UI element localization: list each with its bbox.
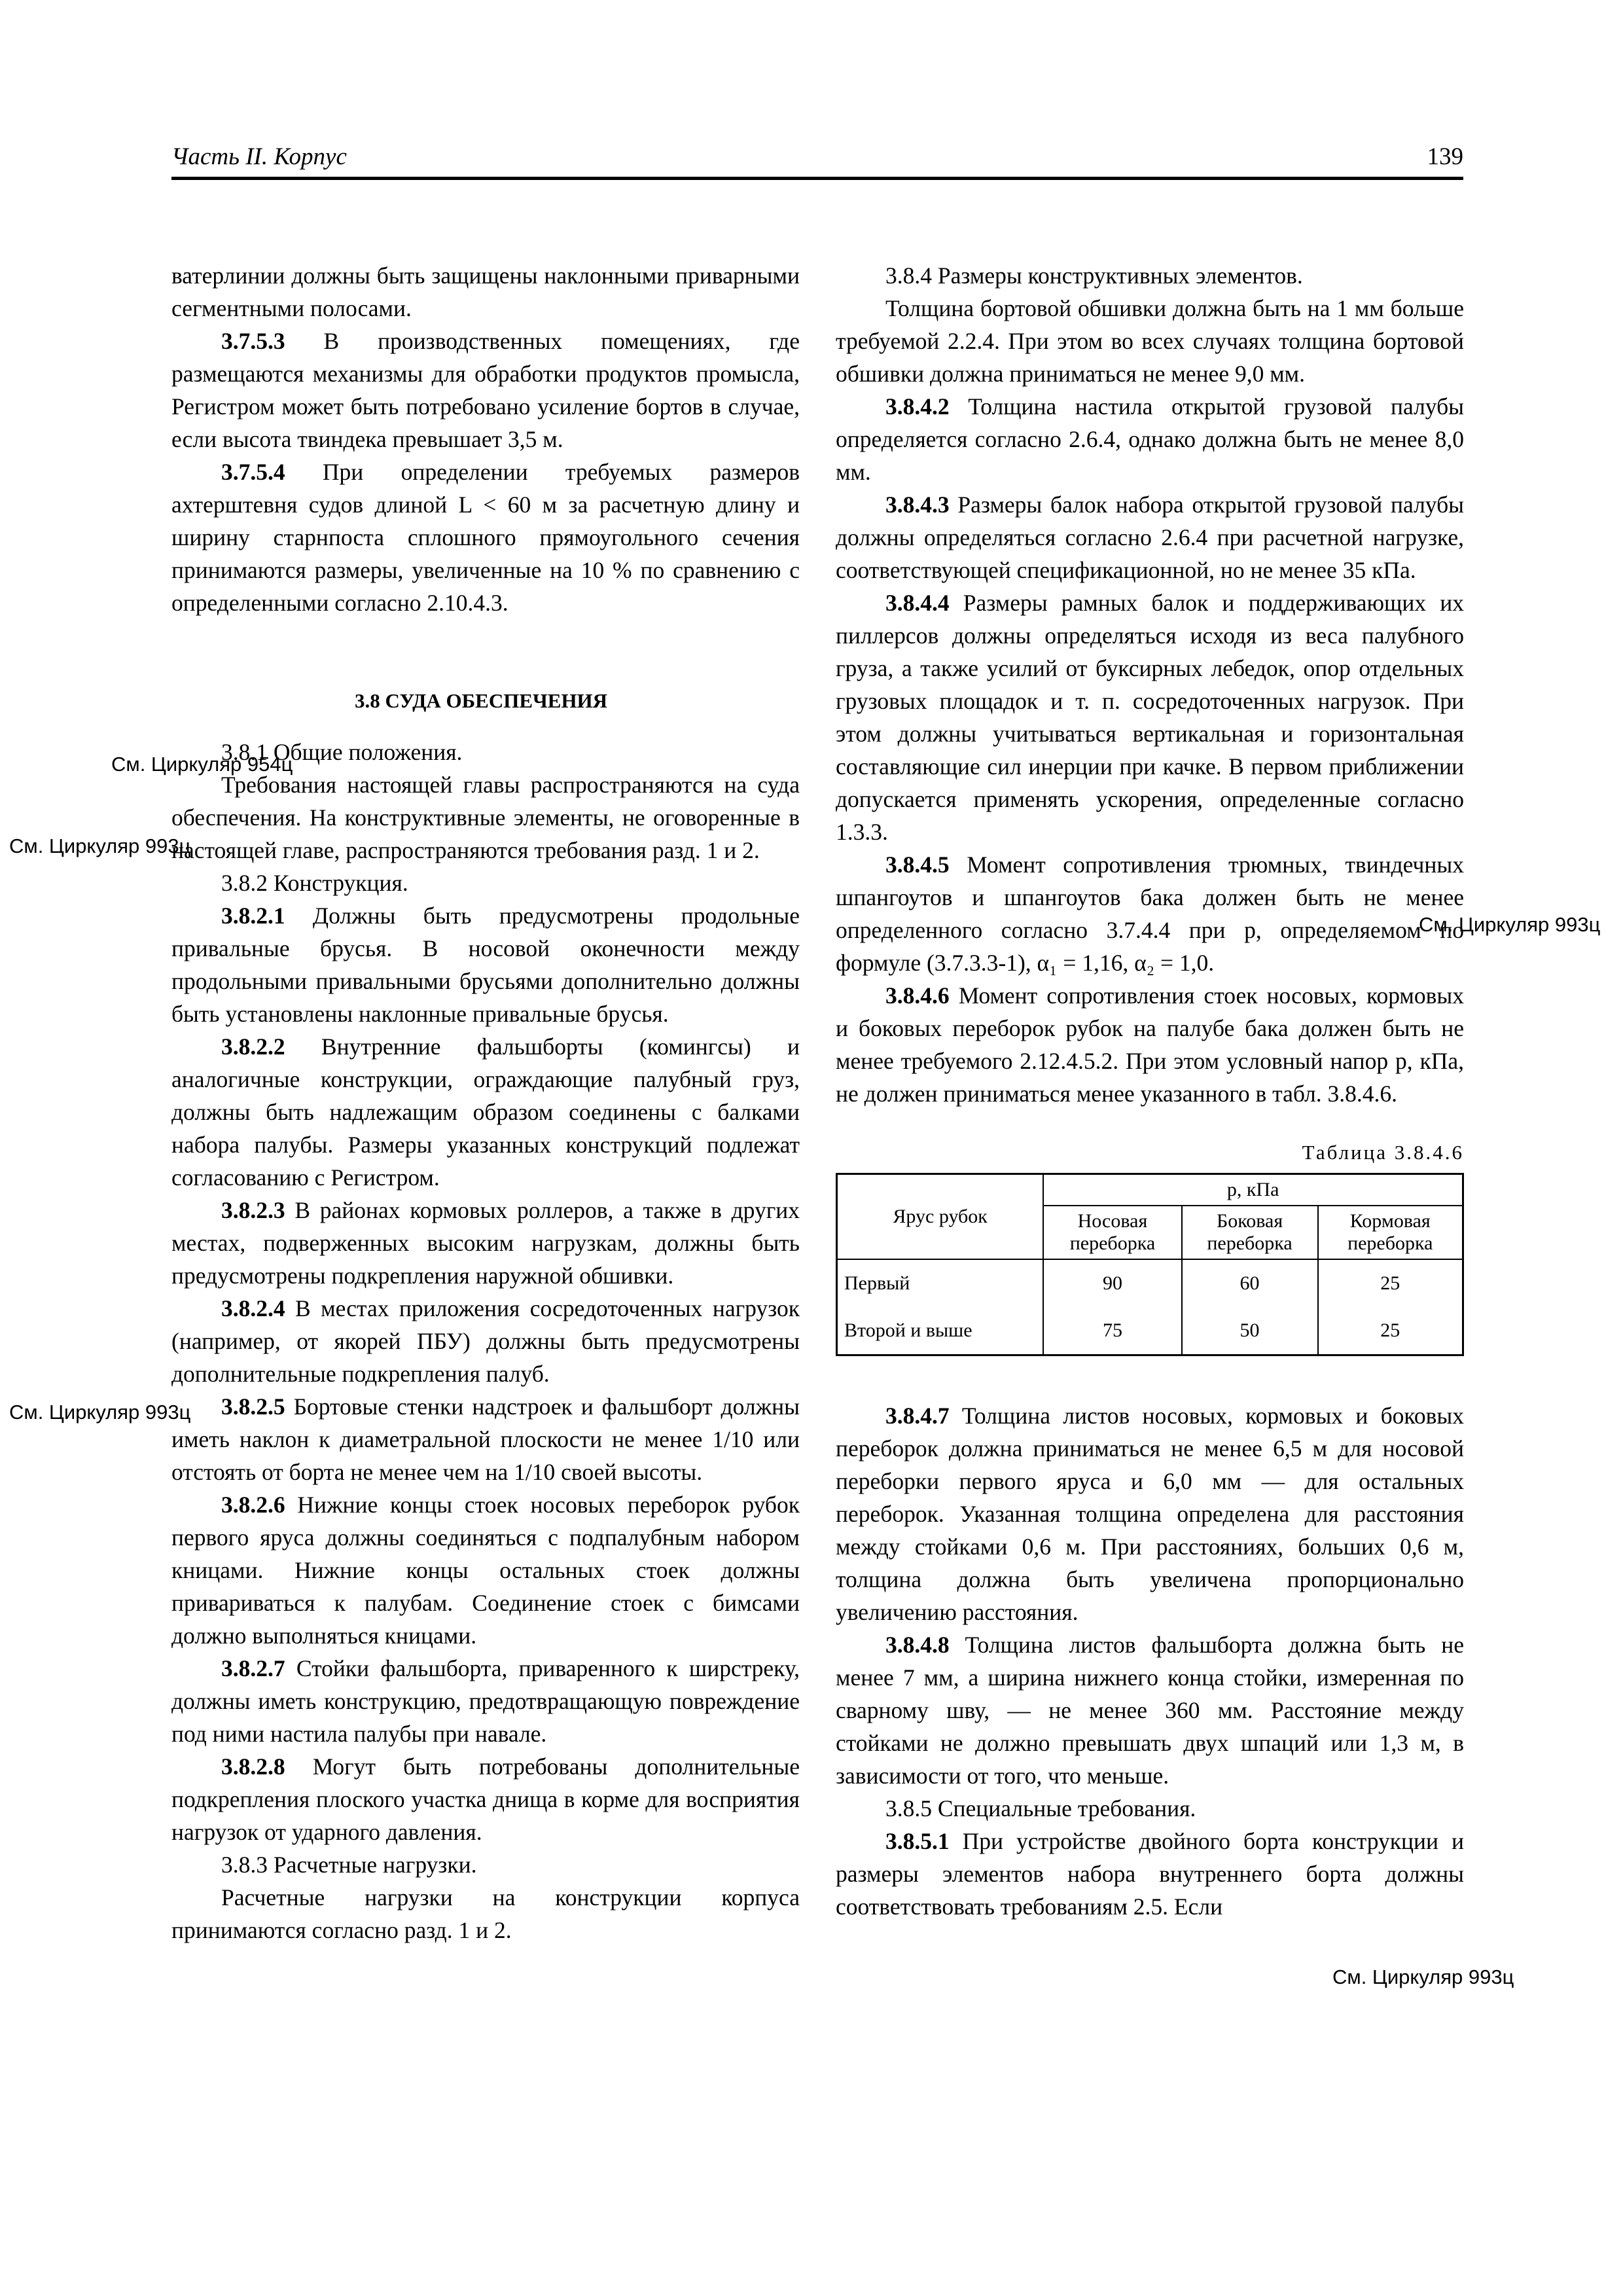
paragraph-3-8-4-6 bbox=[836, 979, 1464, 1110]
paragraph-3-8-4: Толщина бортовой обшивки должна быть на 1 мм больше требуемой 2.2.4. При этом во всех случаях толщина бортовой обшивки должна приниматься не менее 9,0 мм. bbox=[836, 295, 1464, 387]
table-3-8-4-6 bbox=[836, 1173, 1464, 1356]
clause-number: 3.8.2.8 bbox=[221, 1753, 285, 1780]
paragraph-waterline: ватерлинии должны быть защищены наклонными приварными сегментными полосами. bbox=[171, 262, 800, 321]
paragraph-3-8-2-2 bbox=[171, 1030, 800, 1194]
cell-side: 50 bbox=[1182, 1307, 1318, 1355]
clause-text: Толщина листов носовых, кормовых и боковых переборок должна приниматься не менее 6,5 м для носовой переборки первого яруса и 6,0 мм — для остальных переборок. Указанная толщина определена для расстояния между стойками 0,6 м. При расстояниях, больших 0,6 м, толщина должна быть увеличена пропорционально увеличению расстояния. bbox=[836, 1403, 1464, 1625]
paragraph-3-8-4-5 bbox=[836, 848, 1464, 979]
clause-number: 3.7.5.3 bbox=[221, 328, 285, 354]
clause-text: В местах приложения сосредоточенных нагрузок (например, от якорей ПБУ) должны быть предусмотрены дополнительные подкрепления палуб. bbox=[171, 1295, 800, 1387]
clause-text: Размеры рамных балок и поддерживающих их пиллерсов должны определяться исходя из веса палубного груза, а также усилий от буксирных лебедок, опор отдельных грузовых площадок и т. п. сосредоточенных нагрузок. При этом должны учитываться вертикальная и горизонтальная составляющие сил инерции при качке. В первом приближении допускается применять ускорения, определенные согласно 1.3.3. bbox=[836, 590, 1464, 845]
clause-number: 3.8.4.8 bbox=[885, 1632, 950, 1658]
clause-number: 3.8.4.4 bbox=[885, 590, 950, 616]
sidenote-circular-954: См. Циркуляр 954ц bbox=[111, 753, 293, 776]
heading-3-8-5: 3.8.5 Специальные требования. bbox=[885, 1795, 1196, 1821]
clause-text: При устройстве двойного борта конструкции и размеры элементов набора внутреннего борта должны соответствовать требованиям 2.5. Если bbox=[836, 1828, 1464, 1920]
sidenote-circular-993-d: См. Циркуляр 993ц bbox=[1332, 1965, 1514, 1988]
paragraph-3-8-4-7 bbox=[836, 1399, 1464, 1628]
header-pressure: p, кПа bbox=[1043, 1174, 1463, 1206]
page-number: 139 bbox=[1427, 143, 1463, 170]
heading-3-8-1: 3.8.1 Общие положения. bbox=[221, 739, 463, 765]
table-row bbox=[837, 1259, 1463, 1307]
paragraph-3-8-4-8 bbox=[836, 1628, 1464, 1792]
clause-text: В районах кормовых роллеров, а также в других местах, подверженных высоким нагрузкам, должны быть предусмотрены подкрепления наружной обшивки. bbox=[171, 1197, 800, 1289]
header-rule bbox=[171, 177, 1463, 180]
header-bow-bulkhead: Носовая переборка bbox=[1043, 1206, 1181, 1259]
clause-text: Внутренние фальшборты (комингсы) и аналогичные конструкции, ограждающие палубный груз, должны быть надлежащим образом соединены с балками набора палубы. Размеры указанных конструкций подлежат согласованию с Регистром. bbox=[171, 1033, 800, 1191]
clause-text: Нижние концы стоек носовых переборок рубок первого яруса должны соединяться с подпалубным набором кницами. Нижние концы остальных стоек должны привариваться к палубам. Соединение стоек с бимсами должно выполняться кницами. bbox=[171, 1492, 800, 1649]
sidenote-circular-993-c: См. Циркуляр 993ц bbox=[1419, 913, 1601, 936]
cell-bow: 90 bbox=[1043, 1259, 1181, 1307]
paragraph-3-8-2-4 bbox=[171, 1292, 800, 1390]
sidenote-circular-993-a: См. Циркуляр 993ц bbox=[9, 834, 191, 857]
clause-number: 3.8.2.6 bbox=[221, 1492, 285, 1518]
paragraph-3-8-2-8 bbox=[171, 1750, 800, 1848]
clause-number: 3.8.2.3 bbox=[221, 1197, 285, 1223]
clause-text: Толщина настила открытой грузовой палубы определяется согласно 2.6.4, однако должна быть не менее 8,0 мм. bbox=[836, 393, 1464, 485]
cell-bow: 75 bbox=[1043, 1307, 1181, 1355]
paragraph-3-8-1: Требования настоящей главы распространяются на суда обеспечения. На конструктивные элементы, не оговоренные в настоящей главе, распространяются требования разд. 1 и 2. bbox=[171, 772, 800, 863]
heading-3-8-4: 3.8.4 Размеры конструктивных элементов. bbox=[885, 262, 1303, 289]
clause-text: Стойки фальшборта, приваренного к ширстреку, должны иметь конструкцию, предотвращающую повреждение под ними настила палубы при навале. bbox=[171, 1655, 800, 1747]
clause-number: 3.8.2.4 bbox=[221, 1295, 285, 1321]
header-tier: Ярус рубок bbox=[837, 1174, 1044, 1260]
clause-text: Должны быть предусмотрены продольные привальные брусья. В носовой оконечности между продольными привальными брусьями дополнительно должны быть установлены наклонные привальные брусья. bbox=[171, 903, 800, 1027]
clause-number: 3.8.4.7 bbox=[885, 1403, 950, 1429]
clause-number: 3.8.2.7 bbox=[221, 1655, 285, 1681]
clause-text: Момент сопротивления стоек носовых, кормовых и боковых переборок рубок на палубе бака должен быть не менее требуемого 2.12.4.5.2. При этом условный напор p, кПа, не должен приниматься менее указанного в табл. 3.8.4.6. bbox=[836, 982, 1464, 1107]
header-side-bulkhead: Боковая переборка bbox=[1182, 1206, 1318, 1259]
paragraph-3-8-5-1 bbox=[836, 1825, 1464, 1923]
clause-text: Толщина листов фальшборта должна быть не менее 7 мм, а ширина нижнего конца стойки, измеренная по сварному шву, — не менее 360 мм. Расстояние между стойками не должно превышать двух шпаций или 1,3 м, в зависимости от того, что меньше. bbox=[836, 1632, 1464, 1789]
clause-text: Бортовые стенки надстроек и фальшборт должны иметь наклон к диаметральной плоскости не менее 1/10 или отстоять от борта не менее чем на 1/10 своей высоты. bbox=[171, 1393, 800, 1485]
paragraph-3-8-4-3 bbox=[836, 488, 1464, 586]
table-caption: Таблица 3.8.4.6 bbox=[1302, 1141, 1464, 1164]
clause-number: 3.8.4.6 bbox=[885, 982, 950, 1009]
table-row bbox=[837, 1307, 1463, 1355]
clause-number: 3.8.2.2 bbox=[221, 1033, 285, 1060]
clause-text: При определении требуемых размеров ахтерштевня судов длиной L < 60 м за расчетную длину и ширину старнпоста сплошного прямоугольного сечения принимаются размеры, увеличенные на 10 % по сравнению с определенными согласно 2.10.4.3. bbox=[171, 459, 800, 616]
running-header-title: Часть ІІ. Корпус bbox=[171, 143, 347, 170]
heading-3-8-2: 3.8.2 Конструкция. bbox=[221, 870, 408, 896]
paragraph-3-8-4-2 bbox=[836, 390, 1464, 488]
cell-stern: 25 bbox=[1318, 1307, 1463, 1355]
clause-number: 3.8.4.2 bbox=[885, 393, 950, 420]
paragraph-3-8-2-6 bbox=[171, 1488, 800, 1652]
sidenote-circular-993-b: См. Циркуляр 993ц bbox=[9, 1401, 191, 1424]
cell-side: 60 bbox=[1182, 1259, 1318, 1307]
paragraph-3-8-2-5 bbox=[171, 1390, 800, 1488]
paragraph-3-8-3: Расчетные нагрузки на конструкции корпуса принимаются согласно разд. 1 и 2. bbox=[171, 1884, 800, 1943]
clause-number: 3.8.5.1 bbox=[885, 1828, 950, 1854]
clause-text: Размеры балок набора открытой грузовой палубы должны определяться согласно 2.6.4 при расчетной нагрузке, соответствующей спецификационной, но не менее 35 кПа. bbox=[836, 492, 1464, 583]
cell-tier: Второй и выше bbox=[837, 1307, 1044, 1355]
paragraph-3-8-2-3 bbox=[171, 1194, 800, 1292]
paragraph-3-8-4-4 bbox=[836, 586, 1464, 848]
paragraph-3-7-5-3 bbox=[171, 325, 800, 456]
cell-tier: Первый bbox=[837, 1259, 1044, 1307]
left-column bbox=[171, 259, 800, 1946]
section-title-3-8: 3.8 СУДА ОБЕСПЕЧЕНИЯ bbox=[355, 689, 608, 712]
clause-number: 3.8.2.5 bbox=[221, 1393, 285, 1420]
clause-text: Момент сопротивления трюмных, твиндечных шпангоутов и шпангоутов бака должен быть не менее определенного согласно 3.7.4.4 при p, определяемом по формуле (3.7.3.3-1), α₁ = 1,16, α₂ = 1,0. bbox=[836, 852, 1464, 976]
clause-number: 3.8.4.5 bbox=[885, 852, 950, 878]
paragraph-3-8-2-7 bbox=[171, 1652, 800, 1750]
clause-number: 3.8.2.1 bbox=[221, 903, 285, 929]
paragraph-3-7-5-4 bbox=[171, 456, 800, 619]
clause-text: В производственных помещениях, где размещаются механизмы для обработки продуктов промысла, Регистром может быть потребовано усиление бортов в случае, если высота твиндека превышает 3,5 м. bbox=[171, 328, 800, 452]
heading-3-8-3: 3.8.3 Расчетные нагрузки. bbox=[221, 1852, 477, 1878]
right-column bbox=[836, 259, 1464, 1923]
clause-number: 3.8.4.3 bbox=[885, 492, 950, 518]
clause-number: 3.7.5.4 bbox=[221, 459, 285, 485]
header-stern-bulkhead: Кормовая переборка bbox=[1318, 1206, 1463, 1259]
cell-stern: 25 bbox=[1318, 1259, 1463, 1307]
clause-text: Могут быть потребованы дополнительные подкрепления плоского участка днища в корме для восприятия нагрузок от ударного давления. bbox=[171, 1753, 800, 1845]
paragraph-3-8-2-1 bbox=[171, 899, 800, 1030]
